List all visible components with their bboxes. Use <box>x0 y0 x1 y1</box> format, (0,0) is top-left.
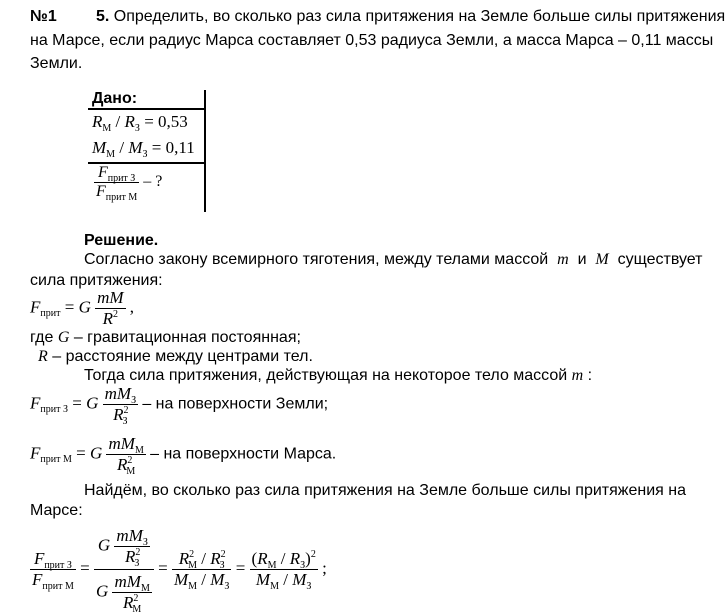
ratio-formula: $\frac{F_{прит З}}{F_{прит М}}$ = G $\frac{mM_З}{R^2_З}$ G $\frac{mM_М}{R^2_М}$ = $\frac{R^2_М / R^2_З}{M_М / M_З}$ = $\frac{(R_М / R_З)^2}{M_М / M_З}$ ; <box>32 526 327 615</box>
find-ratio-line-1: Найдём, во сколько раз сила притяжения на Земле больше силы притяжения на <box>84 482 687 499</box>
law-text-b: существует <box>617 251 703 268</box>
given-title: Дано: <box>92 90 138 107</box>
problem-index: 5. <box>96 8 110 25</box>
law-text-and: и <box>577 251 587 268</box>
where-r-line: R – расстояние между центрами тел. <box>38 348 313 365</box>
where-prefix: где <box>30 329 54 346</box>
law-line-1: Согласно закону всемирного тяготения, между телами массой m и M существует <box>84 251 703 268</box>
given-divider-top <box>88 108 206 110</box>
solution-title: Решение. <box>84 232 159 249</box>
where-g-line: где G – гравитационная постоянная; <box>30 329 301 346</box>
then-text: Тогда сила притяжения, действующая на некоторое тело массой <box>84 367 568 384</box>
earth-formula: $F_{прит З} = G$ $\frac{mM_З}{R^2_З}$ – на поверхности Земли; <box>30 384 329 427</box>
law-line-2: сила притяжения: <box>30 272 163 289</box>
mars-label: – на поверхности Марса. <box>150 445 337 463</box>
given-find-question: – ? <box>143 173 163 191</box>
problem-number: №1 <box>30 8 57 25</box>
given-radius-value: = 0,53 <box>144 112 188 131</box>
problem-line-2: на Марсе, если радиус Марса составляет 0,53 радиуса Земли, а масса Марса – 0,11 массы <box>30 32 714 49</box>
given-find: $\frac{F_{прит З}}{F_{прит М}}$ – ? <box>96 164 163 203</box>
mars-formula: $F_{прит М} = G$ $\frac{mM_М}{R^2_М}$ – на поверхности Марса. <box>30 434 337 477</box>
given-mass-ratio: $M_М / M_З = 0,11$ <box>92 138 195 160</box>
given-mass-value: = 0,11 <box>151 138 195 157</box>
law-text-a: Согласно закону всемирного тяготения, между телами массой <box>84 251 549 268</box>
where-r-text: – расстояние между центрами тел. <box>52 348 313 365</box>
gravity-formula: $F_{прит} = G$ $\frac{mM}{R^2}$ , <box>30 288 135 328</box>
earth-label: – на поверхности Земли; <box>142 395 329 413</box>
then-line: Тогда сила притяжения, действующая на некоторое тело массой m : <box>84 367 593 384</box>
problem-line-3: Земли. <box>30 55 83 72</box>
problem-line-1 <box>96 8 725 26</box>
problem-text-1: Определить, во сколько раз сила притяжения на Земле больше силы притяжения <box>113 8 725 25</box>
where-g-text: – гравитационная постоянная; <box>73 329 301 346</box>
find-ratio-line-2: Марсе: <box>30 502 83 519</box>
given-radius-ratio: $R_М / R_З = 0,53$ <box>92 112 188 134</box>
